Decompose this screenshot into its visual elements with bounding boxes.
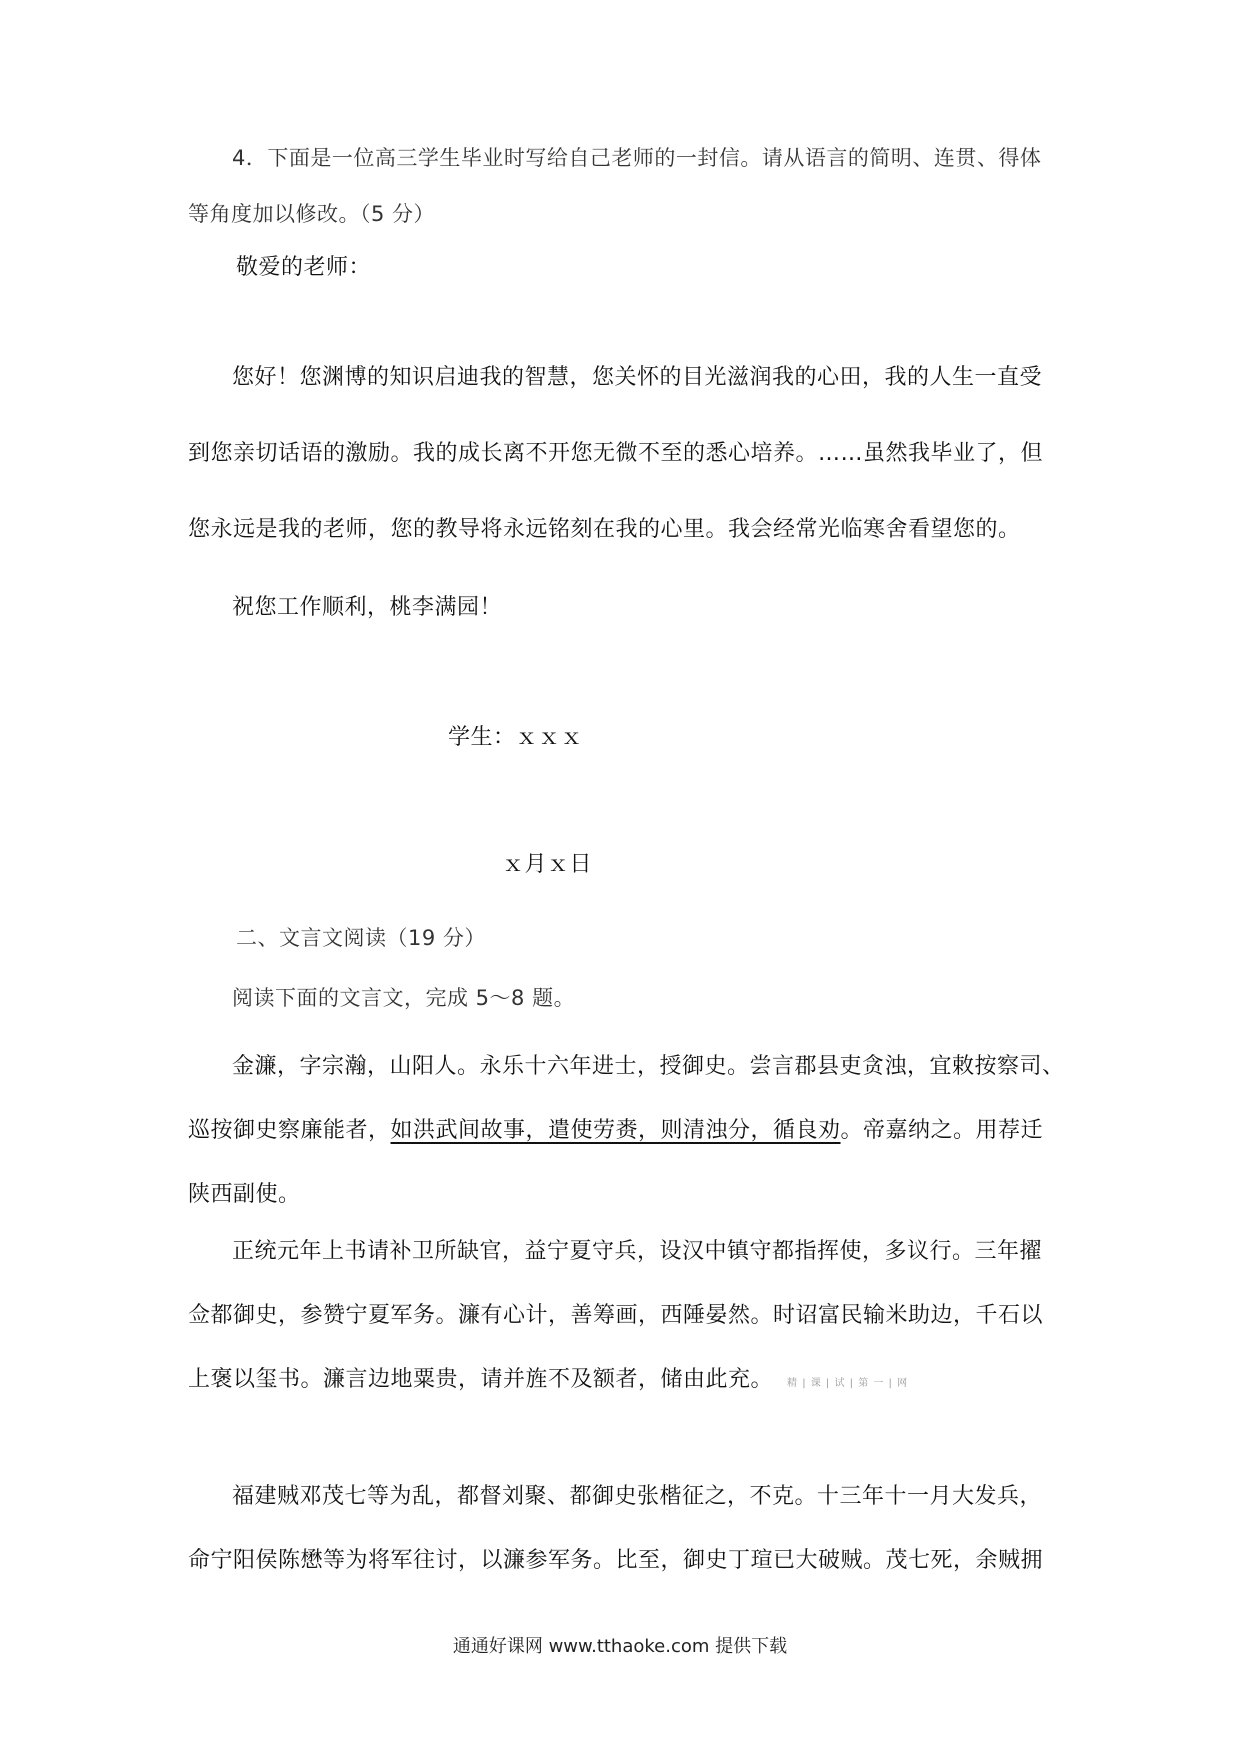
passage-p2-line-3 — [188, 1348, 1068, 1416]
letter-wish — [188, 580, 1068, 636]
passage-p3-line-2: 命宁阳侯陈懋等为将军往讨，以濂参军务。比至，御史丁瑄已大破贼。茂七死，余贼拥 — [188, 1548, 1044, 1573]
letter-date — [502, 837, 802, 893]
passage-p1-line-3: 陕西副使。 — [188, 1182, 301, 1207]
passage-p2-line-3-text: 上褒以玺书。濂言边地粟贵，请并旌不及额者，储由此充。 — [188, 1367, 774, 1392]
instruction-text: 阅读下面的文言文，完成 5～8 题。 — [232, 986, 576, 1010]
question-4 — [188, 130, 1068, 242]
date-text: ｘ月ｘ日 — [502, 852, 593, 877]
letter-body-line-1: 您好！您渊博的知识启迪我的智慧，您关怀的目光滋润我的心田，我的人生一直受 — [232, 365, 1043, 390]
passage-paragraph-1 — [188, 1035, 1068, 1227]
passage-paragraph-3 — [188, 1465, 1068, 1593]
underlined-sentence: 如洪武间故事，遣使劳赉，则清浊分，循良劝 — [390, 1118, 841, 1143]
letter-signature — [448, 710, 748, 766]
passage-p1-line-2-pre: 巡按御史察廉能者， — [188, 1118, 391, 1143]
passage-p1-line-2 — [188, 1099, 1068, 1163]
section-heading-text: 二、文言文阅读（19 分） — [236, 926, 486, 950]
wish-text: 祝您工作顺利，桃李满园！ — [232, 595, 503, 620]
letter-body-line-2: 到您亲切话语的激励。我的成长离不开您无微不至的悉心培养。……虽然我毕业了，但 — [188, 441, 1044, 466]
section-2-instruction — [232, 970, 1112, 1026]
page-footer: 通通好课网 www.tthaoke.com 提供下载 — [452, 1636, 788, 1657]
passage-paragraph-2 — [188, 1220, 1068, 1416]
question-4-line-1: 4．下面是一位高三学生毕业时写给自己老师的一封信。请从语言的简明、连贯、得体 — [232, 146, 1042, 170]
signature-text: 学生：ｘｘｘ — [448, 725, 584, 750]
letter-salutation — [236, 240, 1116, 296]
salutation-text: 敬爱的老师： — [236, 255, 372, 280]
question-4-line-2: 等角度加以修改。（5 分） — [188, 202, 436, 226]
watermark-marker: 精 | 课 | 试 | 第 一 | 网 — [787, 1378, 909, 1389]
section-2-heading — [236, 910, 1116, 966]
letter-body — [188, 350, 1068, 558]
passage-p1-line-2-post: 。帝嘉纳之。用荐迁 — [840, 1118, 1044, 1143]
passage-p1-line-1: 金濂，字宗瀚，山阳人。永乐十六年进士，授御史。尝言郡县吏贪浊，宜敕按察司、 — [232, 1054, 1065, 1079]
passage-p2-line-2: 佥都御史，参赞宁夏军务。濂有心计，善筹画，西陲晏然。时诏富民输米助边，千石以 — [188, 1303, 1044, 1328]
letter-body-line-3: 您永远是我的老师，您的教导将永远铭刻在我的心里。我会经常光临寒舍看望您的。 — [188, 517, 1021, 542]
passage-p3-line-1: 福建贼邓茂七等为乱，都督刘聚、都御史张楷征之，不克。十三年十一月大发兵， — [232, 1484, 1043, 1509]
passage-p2-line-1: 正统元年上书请补卫所缺官，益宁夏守兵，设汉中镇守都指挥使，多议行。三年擢 — [232, 1239, 1043, 1264]
